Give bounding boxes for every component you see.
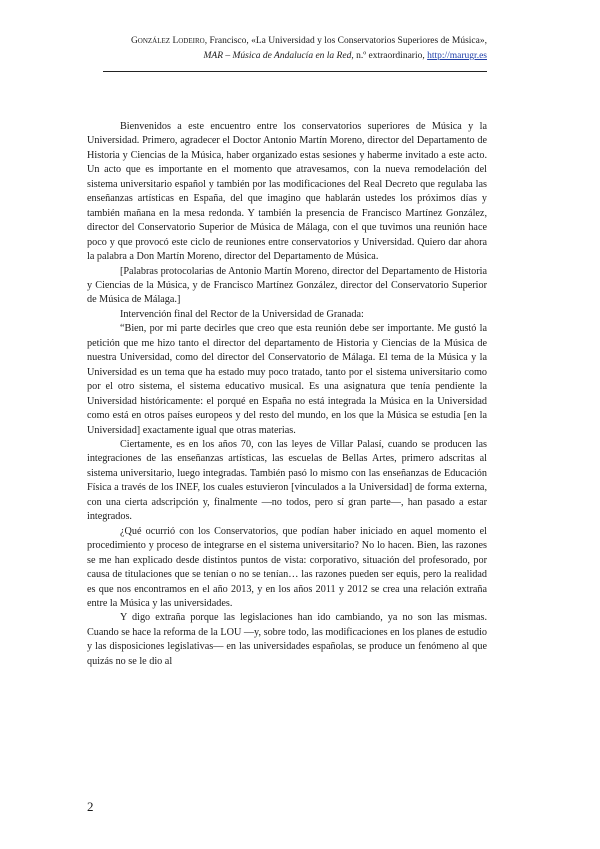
header-journal: MAR – Música de Andalucía en la Red [203,51,352,61]
header-issue-text: , n.º extraordinario, [351,51,428,61]
header-url-link[interactable]: http://marugr.es [427,51,487,61]
header-author: González Lodeiro [130,36,205,46]
paragraph: “Bien, por mi parte decirles que creo que esta reunión debe ser importante. Me gustó la petición que me hizo tanto el director del departamento de Historia y Ciencias de la Música de nuestra Universidad, como del director del Conservatorio de Málaga. El tema de la Música y la Universidad es un tema que ha estado muy poco tratado, tanto por el sistema universitario como por el otro sistema, el sistema educativo musical. Es una asignatura que tenía pendiente la Universidad históricamente: el porqué en España no está integrada la Música en la Universidad como está en otros países europeos y del resto del mundo, en los que la Música se estudia [en la Universidad] exactamente igual que otras materias. [87,323,487,436]
paragraph: Y digo extraña porque las legislaciones han ido cambiando, ya no son las mismas. Cuando se hace la reforma de la LOU —y, sobre todo, las modificaciones en los planes de estudio y las disposiciones legislativas— en las universidades españolas, se produce un fenómeno al que quizás no se le dio al [87,612,487,667]
paragraph: Intervención final del Rector de la Universidad de Granada: [120,308,364,320]
header-citation-text: , Francisco, «La Universidad y los Conservatorios Superiores de Música», [204,36,487,46]
running-header [67,34,487,64]
header-line-1 [67,34,487,49]
paragraph: ¿Qué ocurrió con los Conservatorios, que podían haber iniciado en aquel momento el procedimiento y proceso de integrarse en el sistema universitario? No lo hacen. Bien, las razones se me han explicado desde distintos puntos de vista: corporativo, situación del profesorado, por causa de titulaciones que se tenían o no se tenían… las razones pueden ser equis, pero la realidad es que nos encontramos en el año 2013, y en los años 2011 y 2012 se crea una relación extraña entre la Música y las universidades. [87,525,487,609]
body-text [87,120,487,669]
header-line-2 [67,49,487,64]
paragraph: Ciertamente, es en los años 70, con las leyes de Villar Palasí, cuando se producen las integraciones de las enseñanzas artísticas, las escuelas de Bellas Artes, primero adscritas al sistema universitario, luego integradas. También pasó lo mismo con las enseñanzas de Educación Física a través de los INEF, los cuales estuvieron [vinculados a la Universidad] de forma externa, con una cierta adscripción y, finalmente —no todos, pero sí gran parte—, han pasado a estar integrados. [87,438,487,523]
page-number: 2 [87,799,94,814]
header-rule [103,71,487,72]
paragraph: Bienvenidos a este encuentro entre los conservatorios superiores de Música y la Universidad. Primero, agradecer el Doctor Antonio Martín Moreno, director del Departamento de Historia y Ciencias de la Música, haber organizado estas sesiones y haberme invitado a este acto. Un acto que es importante en el momento que atravesamos, con la nueva remodelación del sistema universitario español y también por las modificaciones del Real Decreto que regulaba las enseñanzas artísticas en España, del que imagino que hablarán ustedes los próximos días y también mañana en la mesa redonda. Y también la presencia de Francisco Martínez González, director del Conservatorio Superior de Música de Málaga, con el que tuvimos una reunión hace poco y que provocó este ciclo de reuniones entre conservatorios y Universidad. Quiero dar ahora la palabra a Don Martín Moreno, director del Departamento de Música. [87,121,487,263]
paragraph: [Palabras protocolarias de Antonio Martín Moreno, director del Departamento de Historia y Ciencias de la Música, y de Francisco Martínez González, director del Conservatorio Superior de Música de Málaga.] [87,265,487,306]
